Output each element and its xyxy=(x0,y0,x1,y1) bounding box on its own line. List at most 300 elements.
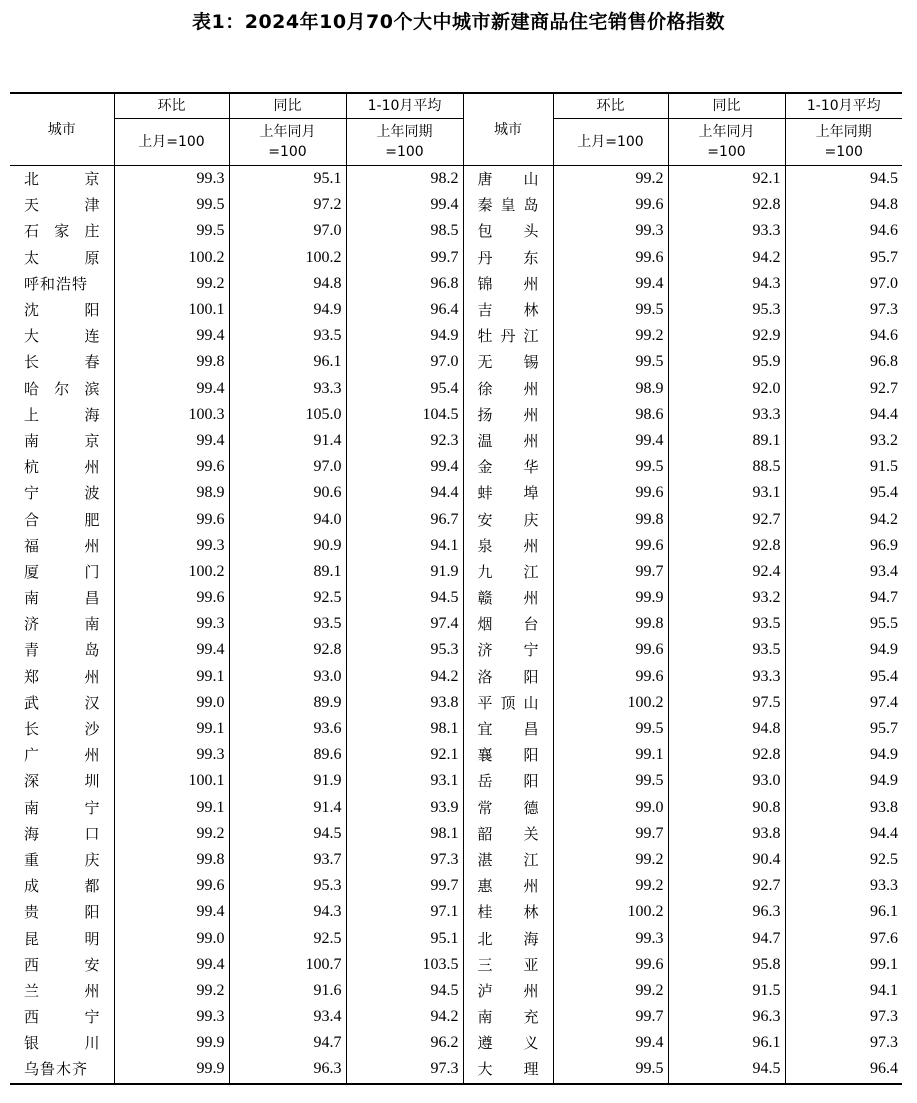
city-name: 惠 州 xyxy=(463,873,553,899)
yoy-value: 96.1 xyxy=(229,349,346,375)
city-name: 银 川 xyxy=(24,1034,100,1053)
mom-value: 99.0 xyxy=(114,690,229,716)
mom-value: 99.3 xyxy=(114,1004,229,1030)
table-row xyxy=(10,1030,902,1056)
yoy-value: 93.0 xyxy=(229,664,346,690)
city-name: 唐 山 xyxy=(463,166,553,193)
mom-value: 99.9 xyxy=(114,1030,229,1056)
mom-value: 99.2 xyxy=(114,978,229,1004)
avg-value: 97.6 xyxy=(785,925,902,951)
city-name: 宜 昌 xyxy=(463,716,553,742)
avg-value: 96.4 xyxy=(346,297,463,323)
yoy-value: 92.7 xyxy=(668,873,785,899)
avg-value: 95.1 xyxy=(346,925,463,951)
city-name: 包 头 xyxy=(463,218,553,244)
avg-header-left: 1-10月平均 xyxy=(346,93,463,119)
yoy-value: 94.8 xyxy=(229,271,346,297)
mom-value: 100.1 xyxy=(114,768,229,794)
mom-value: 99.1 xyxy=(114,795,229,821)
yoy-value: 93.8 xyxy=(668,821,785,847)
city-name: 长 春 xyxy=(24,353,100,372)
city-name: 蚌 埠 xyxy=(463,480,553,506)
mom-value: 100.2 xyxy=(553,690,668,716)
city-name: 九 江 xyxy=(463,559,553,585)
yoy-value: 90.4 xyxy=(668,847,785,873)
mom-value: 99.4 xyxy=(114,637,229,663)
city-name: 南 京 xyxy=(24,431,100,450)
mom-value: 99.6 xyxy=(553,533,668,559)
avg-value: 95.3 xyxy=(346,637,463,663)
avg-value: 99.4 xyxy=(346,192,463,218)
city-name: 天 津 xyxy=(24,196,100,215)
yoy-value: 94.3 xyxy=(668,271,785,297)
city-name: 温 州 xyxy=(463,428,553,454)
table-row xyxy=(10,376,902,402)
avg-value: 97.0 xyxy=(785,271,902,297)
city-name: 成 都 xyxy=(24,877,100,896)
avg-value: 93.9 xyxy=(346,795,463,821)
yoy-value: 89.9 xyxy=(229,690,346,716)
avg-value: 103.5 xyxy=(346,952,463,978)
yoy-value: 94.5 xyxy=(668,1056,785,1083)
table-row xyxy=(10,637,902,663)
city-name: 贵 阳 xyxy=(24,903,100,922)
yoy-value: 96.1 xyxy=(668,1030,785,1056)
avg-value: 93.3 xyxy=(785,873,902,899)
yoy-value: 94.7 xyxy=(668,925,785,951)
yoy-base-left: 上年同月 =100 xyxy=(229,119,346,166)
mom-value: 99.5 xyxy=(114,192,229,218)
yoy-value: 92.5 xyxy=(229,925,346,951)
mom-value: 99.5 xyxy=(114,218,229,244)
mom-value: 99.9 xyxy=(553,585,668,611)
city-name: 西 宁 xyxy=(24,1008,100,1027)
city-name: 杭 州 xyxy=(24,458,100,477)
yoy-value: 95.9 xyxy=(668,349,785,375)
avg-value: 96.7 xyxy=(346,506,463,532)
yoy-value: 93.7 xyxy=(229,847,346,873)
city-name: 呼和浩特 xyxy=(24,274,89,293)
yoy-value: 91.9 xyxy=(229,768,346,794)
mom-value: 98.6 xyxy=(553,402,668,428)
yoy-value: 89.6 xyxy=(229,742,346,768)
avg-value: 93.8 xyxy=(346,690,463,716)
avg-value: 98.2 xyxy=(346,166,463,193)
yoy-value: 88.5 xyxy=(668,454,785,480)
yoy-value: 93.5 xyxy=(668,611,785,637)
city-name: 南 充 xyxy=(463,1004,553,1030)
mom-header-left: 环比 xyxy=(114,93,229,119)
table-body xyxy=(10,166,902,1084)
yoy-value: 97.0 xyxy=(229,218,346,244)
table-row xyxy=(10,1004,902,1030)
mom-value: 99.9 xyxy=(114,1056,229,1083)
mom-value: 99.6 xyxy=(553,480,668,506)
yoy-value: 95.3 xyxy=(229,873,346,899)
mom-value: 99.8 xyxy=(114,349,229,375)
avg-value: 94.5 xyxy=(346,585,463,611)
mom-value: 99.8 xyxy=(553,611,668,637)
price-index-table xyxy=(10,92,902,1085)
table-row xyxy=(10,821,902,847)
mom-value: 99.0 xyxy=(114,925,229,951)
city-name: 厦 门 xyxy=(24,562,100,581)
mom-value: 99.8 xyxy=(114,847,229,873)
city-name: 广 州 xyxy=(24,746,100,765)
table-row xyxy=(10,245,902,271)
avg-value: 94.6 xyxy=(785,323,902,349)
yoy-base-right: 上年同月 =100 xyxy=(668,119,785,166)
table-row xyxy=(10,664,902,690)
yoy-value: 92.0 xyxy=(668,376,785,402)
avg-value: 94.9 xyxy=(785,637,902,663)
mom-value: 98.9 xyxy=(553,376,668,402)
avg-value: 97.3 xyxy=(785,297,902,323)
yoy-value: 100.2 xyxy=(229,245,346,271)
city-name: 福 州 xyxy=(24,536,100,555)
mom-value: 99.7 xyxy=(553,821,668,847)
mom-value: 99.5 xyxy=(553,454,668,480)
yoy-value: 93.3 xyxy=(229,376,346,402)
yoy-value: 91.5 xyxy=(668,978,785,1004)
avg-value: 98.5 xyxy=(346,218,463,244)
yoy-value: 94.0 xyxy=(229,506,346,532)
mom-value: 99.0 xyxy=(553,795,668,821)
mom-value: 99.5 xyxy=(553,716,668,742)
yoy-value: 93.4 xyxy=(229,1004,346,1030)
city-name: 武 汉 xyxy=(24,693,100,712)
mom-value: 99.5 xyxy=(553,1056,668,1083)
table-row xyxy=(10,742,902,768)
yoy-value: 91.4 xyxy=(229,795,346,821)
mom-value: 99.2 xyxy=(553,166,668,193)
city-name: 大 连 xyxy=(24,327,100,346)
yoy-value: 92.9 xyxy=(668,323,785,349)
mom-value: 99.4 xyxy=(553,428,668,454)
mom-value: 99.2 xyxy=(114,271,229,297)
mom-value: 99.5 xyxy=(553,768,668,794)
avg-value: 97.0 xyxy=(346,349,463,375)
avg-value: 95.7 xyxy=(785,716,902,742)
yoy-value: 97.5 xyxy=(668,690,785,716)
yoy-value: 90.8 xyxy=(668,795,785,821)
city-name: 吉 林 xyxy=(463,297,553,323)
mom-value: 99.4 xyxy=(553,271,668,297)
mom-value: 100.1 xyxy=(114,297,229,323)
city-name: 赣 州 xyxy=(463,585,553,611)
mom-value: 100.2 xyxy=(114,245,229,271)
avg-base-right: 上年同期 =100 xyxy=(785,119,902,166)
table-row xyxy=(10,192,902,218)
mom-value: 99.1 xyxy=(553,742,668,768)
avg-value: 97.3 xyxy=(346,1056,463,1083)
mom-value: 99.4 xyxy=(114,376,229,402)
avg-value: 94.2 xyxy=(346,664,463,690)
yoy-value: 92.5 xyxy=(229,585,346,611)
city-name: 洛 阳 xyxy=(463,664,553,690)
city-name: 兰 州 xyxy=(24,981,100,1000)
mom-value: 99.2 xyxy=(553,873,668,899)
yoy-value: 94.8 xyxy=(668,716,785,742)
yoy-value: 96.3 xyxy=(668,899,785,925)
table-row xyxy=(10,795,902,821)
avg-value: 92.7 xyxy=(785,376,902,402)
table-row xyxy=(10,349,902,375)
page-title: 表1：2024年10月70个大中城市新建商品住宅销售价格指数 xyxy=(192,11,725,33)
mom-value: 99.4 xyxy=(553,1030,668,1056)
city-name: 泉 州 xyxy=(463,533,553,559)
yoy-value: 92.4 xyxy=(668,559,785,585)
city-name: 平 顶 山 xyxy=(463,690,553,716)
city-name: 遵 义 xyxy=(463,1030,553,1056)
mom-value: 99.6 xyxy=(553,192,668,218)
city-name: 锦 州 xyxy=(463,271,553,297)
table-row xyxy=(10,166,902,193)
yoy-value: 94.2 xyxy=(668,245,785,271)
table-row xyxy=(10,533,902,559)
avg-value: 95.7 xyxy=(785,245,902,271)
yoy-value: 93.3 xyxy=(668,402,785,428)
table-row xyxy=(10,952,902,978)
mom-header-right: 环比 xyxy=(553,93,668,119)
table-row xyxy=(10,925,902,951)
avg-value: 94.5 xyxy=(346,978,463,1004)
mom-value: 99.7 xyxy=(553,559,668,585)
avg-value: 97.4 xyxy=(346,611,463,637)
city-name: 三 亚 xyxy=(463,952,553,978)
avg-base-left: 上年同期 =100 xyxy=(346,119,463,166)
city-name: 乌鲁木齐 xyxy=(10,1056,114,1083)
yoy-value: 93.3 xyxy=(668,664,785,690)
yoy-value: 91.4 xyxy=(229,428,346,454)
mom-value: 99.4 xyxy=(114,323,229,349)
avg-value: 98.1 xyxy=(346,821,463,847)
city-name: 海 口 xyxy=(24,824,100,843)
yoy-value: 94.5 xyxy=(229,821,346,847)
avg-value: 93.2 xyxy=(785,428,902,454)
avg-value: 97.3 xyxy=(785,1004,902,1030)
city-name: 金 华 xyxy=(463,454,553,480)
yoy-value: 93.2 xyxy=(668,585,785,611)
yoy-value: 89.1 xyxy=(668,428,785,454)
city-name: 大 理 xyxy=(463,1056,553,1083)
table-row xyxy=(10,428,902,454)
avg-value: 93.8 xyxy=(785,795,902,821)
table-row xyxy=(10,323,902,349)
avg-value: 94.9 xyxy=(785,742,902,768)
avg-value: 97.4 xyxy=(785,690,902,716)
yoy-value: 95.8 xyxy=(668,952,785,978)
table-header xyxy=(10,93,902,166)
mom-base-left: 上月=100 xyxy=(114,119,229,166)
city-name: 秦 皇 岛 xyxy=(463,192,553,218)
mom-value: 99.6 xyxy=(114,873,229,899)
city-name: 岳 阳 xyxy=(463,768,553,794)
avg-value: 91.5 xyxy=(785,454,902,480)
mom-value: 99.2 xyxy=(114,821,229,847)
yoy-value: 105.0 xyxy=(229,402,346,428)
avg-value: 94.1 xyxy=(785,978,902,1004)
mom-value: 99.3 xyxy=(114,611,229,637)
yoy-value: 92.8 xyxy=(668,742,785,768)
avg-value: 94.5 xyxy=(785,166,902,193)
avg-value: 92.3 xyxy=(346,428,463,454)
city-name: 济 宁 xyxy=(463,637,553,663)
yoy-value: 93.1 xyxy=(668,480,785,506)
yoy-value: 94.3 xyxy=(229,899,346,925)
table-row xyxy=(10,716,902,742)
mom-value: 99.3 xyxy=(114,742,229,768)
mom-value: 99.3 xyxy=(114,166,229,193)
table-row xyxy=(10,978,902,1004)
city-name: 深 圳 xyxy=(24,772,100,791)
table-row xyxy=(10,506,902,532)
mom-value: 99.1 xyxy=(114,716,229,742)
avg-value: 96.2 xyxy=(346,1030,463,1056)
table-row xyxy=(10,480,902,506)
table-row xyxy=(10,297,902,323)
city-name: 重 庆 xyxy=(24,850,100,869)
avg-value: 92.1 xyxy=(346,742,463,768)
table-row xyxy=(10,768,902,794)
table-row xyxy=(10,271,902,297)
yoy-value: 90.9 xyxy=(229,533,346,559)
city-name: 桂 林 xyxy=(463,899,553,925)
avg-value: 94.4 xyxy=(785,821,902,847)
avg-value: 95.4 xyxy=(346,376,463,402)
city-name: 宁 波 xyxy=(24,484,100,503)
avg-value: 93.1 xyxy=(346,768,463,794)
table-row xyxy=(10,585,902,611)
yoy-value: 97.2 xyxy=(229,192,346,218)
mom-value: 99.2 xyxy=(553,978,668,1004)
yoy-value: 89.1 xyxy=(229,559,346,585)
mom-value: 99.4 xyxy=(114,899,229,925)
avg-value: 95.4 xyxy=(785,664,902,690)
city-name: 长 沙 xyxy=(24,720,100,739)
yoy-value: 93.6 xyxy=(229,716,346,742)
yoy-value: 96.3 xyxy=(668,1004,785,1030)
mom-value: 99.6 xyxy=(553,637,668,663)
table-row xyxy=(10,847,902,873)
city-name: 沈 阳 xyxy=(24,301,100,320)
city-name: 泸 州 xyxy=(463,978,553,1004)
city-name: 太 原 xyxy=(24,248,100,267)
yoy-value: 92.7 xyxy=(668,506,785,532)
city-name: 昆 明 xyxy=(24,929,100,948)
yoy-value: 91.6 xyxy=(229,978,346,1004)
avg-value: 94.4 xyxy=(346,480,463,506)
table-row xyxy=(10,611,902,637)
table-row xyxy=(10,454,902,480)
avg-value: 94.4 xyxy=(785,402,902,428)
mom-value: 100.3 xyxy=(114,402,229,428)
yoy-value: 92.8 xyxy=(668,192,785,218)
mom-value: 99.5 xyxy=(553,297,668,323)
avg-value: 94.2 xyxy=(785,506,902,532)
mom-value: 99.7 xyxy=(553,1004,668,1030)
city-name: 常 德 xyxy=(463,795,553,821)
yoy-value: 94.7 xyxy=(229,1030,346,1056)
mom-value: 100.2 xyxy=(553,899,668,925)
avg-value: 99.1 xyxy=(785,952,902,978)
mom-value: 99.2 xyxy=(553,323,668,349)
avg-value: 94.6 xyxy=(785,218,902,244)
mom-value: 99.6 xyxy=(553,952,668,978)
avg-value: 96.8 xyxy=(785,349,902,375)
yoy-value: 90.6 xyxy=(229,480,346,506)
city-name: 合 肥 xyxy=(24,510,100,529)
city-name: 丹 东 xyxy=(463,245,553,271)
mom-value: 99.5 xyxy=(553,349,668,375)
city-name: 烟 台 xyxy=(463,611,553,637)
mom-value: 99.1 xyxy=(114,664,229,690)
city-name: 青 岛 xyxy=(24,641,100,660)
city-name: 西 安 xyxy=(24,955,100,974)
avg-value: 91.9 xyxy=(346,559,463,585)
city-name: 无 锡 xyxy=(463,349,553,375)
city-name: 郑 州 xyxy=(24,667,100,686)
mom-value: 98.9 xyxy=(114,480,229,506)
avg-value: 95.4 xyxy=(785,480,902,506)
city-name: 徐 州 xyxy=(463,376,553,402)
mom-value: 99.3 xyxy=(114,533,229,559)
mom-value: 99.6 xyxy=(114,506,229,532)
yoy-value: 97.0 xyxy=(229,454,346,480)
mom-value: 99.6 xyxy=(553,245,668,271)
avg-value: 94.8 xyxy=(785,192,902,218)
mom-value: 99.8 xyxy=(553,506,668,532)
avg-value: 94.7 xyxy=(785,585,902,611)
yoy-value: 94.9 xyxy=(229,297,346,323)
city-name: 韶 关 xyxy=(463,821,553,847)
avg-value: 97.3 xyxy=(785,1030,902,1056)
mom-base-right: 上月=100 xyxy=(553,119,668,166)
city-name: 安 庆 xyxy=(463,506,553,532)
yoy-value: 92.8 xyxy=(668,533,785,559)
avg-value: 96.1 xyxy=(785,899,902,925)
yoy-value: 100.7 xyxy=(229,952,346,978)
avg-value: 98.1 xyxy=(346,716,463,742)
mom-value: 99.3 xyxy=(553,218,668,244)
yoy-header-right: 同比 xyxy=(668,93,785,119)
yoy-value: 93.0 xyxy=(668,768,785,794)
city-name: 济 南 xyxy=(24,615,100,634)
yoy-value: 95.1 xyxy=(229,166,346,193)
table-row xyxy=(10,1056,902,1083)
table-row xyxy=(10,402,902,428)
city-header-right: 城市 xyxy=(463,93,553,166)
yoy-value: 95.3 xyxy=(668,297,785,323)
mom-value: 99.6 xyxy=(553,664,668,690)
avg-value: 95.5 xyxy=(785,611,902,637)
avg-value: 96.8 xyxy=(346,271,463,297)
yoy-value: 92.1 xyxy=(668,166,785,193)
yoy-value: 93.3 xyxy=(668,218,785,244)
city-name: 石 家 庄 xyxy=(24,222,100,241)
mom-value: 99.3 xyxy=(553,925,668,951)
avg-value: 94.2 xyxy=(346,1004,463,1030)
avg-value: 104.5 xyxy=(346,402,463,428)
table-row xyxy=(10,899,902,925)
avg-header-right: 1-10月平均 xyxy=(785,93,902,119)
mom-value: 99.4 xyxy=(114,952,229,978)
city-name: 上 海 xyxy=(24,405,100,424)
yoy-value: 93.5 xyxy=(229,611,346,637)
city-name: 哈 尔 滨 xyxy=(24,379,100,398)
avg-value: 99.4 xyxy=(346,454,463,480)
mom-value: 100.2 xyxy=(114,559,229,585)
